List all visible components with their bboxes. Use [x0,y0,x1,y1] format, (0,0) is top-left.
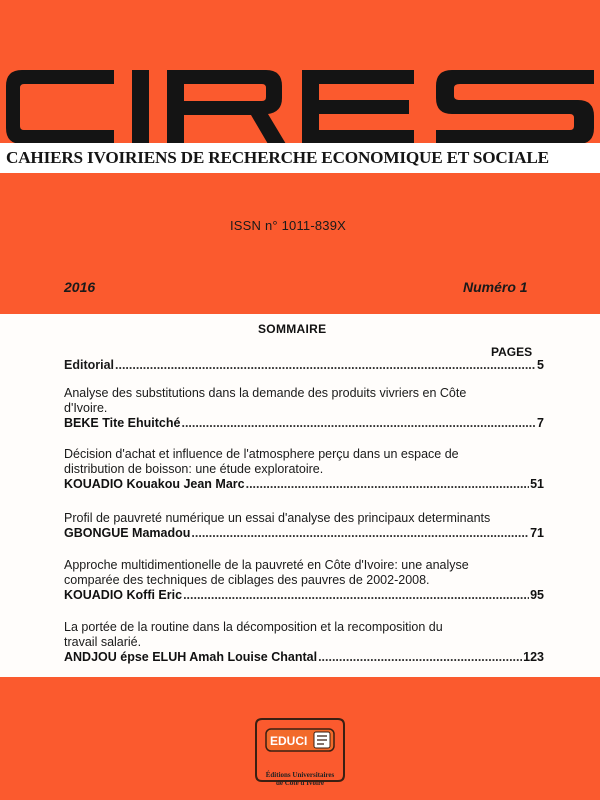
toc-entry-page: 71 [530,526,544,540]
cires-logo-text: CIRES [4,68,8,69]
toc-pages-label: PAGES [491,345,533,359]
toc-entry-author: KOUADIO Koffi Eric [64,588,183,602]
toc-entry-page: 123 [523,650,544,664]
toc-entry-title-line: comparée des techniques de ciblages des pauvres de 2002-2008. [64,573,430,587]
toc-entry-editorial [64,358,544,373]
toc-entry-page: 95 [530,588,544,602]
toc-entry-title-line: Analyse des substitutions dans la demande des produits vivriers en Côte [64,386,467,400]
journal-subtitle: CAHIERS IVOIRIENS DE RECHERCHE ECONOMIQUE ET SOCIALE [6,148,549,167]
toc-entry-author: ANDJOU épse ELUH Amah Louise Chantal [64,650,318,664]
publisher-name-line2: de Côte d'Ivoire [275,779,325,787]
toc-entry-author: GBONGUE Mamadou [64,526,191,540]
toc-entry-author: BEKE Tite Ehuitché [64,416,181,430]
dot-leader [181,416,536,431]
toc-entry [64,620,544,665]
cires-logo [4,68,594,146]
dot-leader [115,358,536,373]
toc-entry [64,511,544,541]
dot-leader [191,526,529,541]
toc-entry [64,386,544,431]
toc-entry [64,447,544,492]
toc-entry-page: 7 [537,416,544,430]
dot-leader [318,650,522,665]
toc-entry-title-line: d'Ivoire. [64,401,108,415]
toc-entry-title-line: La portée de la routine dans la décomposition et la recomposition du [64,620,443,634]
publisher-name [246,771,354,787]
issn-number: ISSN n° 1011-839X [230,218,347,233]
publisher-name-line1: Éditions Universitaires [265,771,335,779]
toc-entry-title-line: Profil de pauvreté numérique un essai d'analyse des principaux determinants [64,511,491,525]
toc-entry-title-line: travail salarié. [64,635,142,649]
toc-entry-author: KOUADIO Kouakou Jean Marc [64,477,245,491]
toc-entry-title-line: Décision d'achat et influence de l'atmosphere perçu dans un espace de [64,447,459,461]
toc-entry-title-line: distribution de boisson: une étude exploratoire. [64,462,324,476]
toc-entry-title: Editorial [64,358,115,372]
issue-number: Numéro 1 [463,279,528,295]
toc-entry-page: 51 [530,477,544,491]
dot-leader [183,588,529,603]
toc-entry-title-line: Approche multidimentionelle de la pauvreté en Côte d'Ivoire: une analyse [64,558,469,572]
toc-entry [64,558,544,603]
dot-leader [246,477,530,492]
toc-entry-page: 5 [537,358,544,372]
toc-heading: SOMMAIRE [258,322,327,336]
publisher-logo-text: EDUCI [270,734,308,748]
publication-year: 2016 [64,279,96,295]
